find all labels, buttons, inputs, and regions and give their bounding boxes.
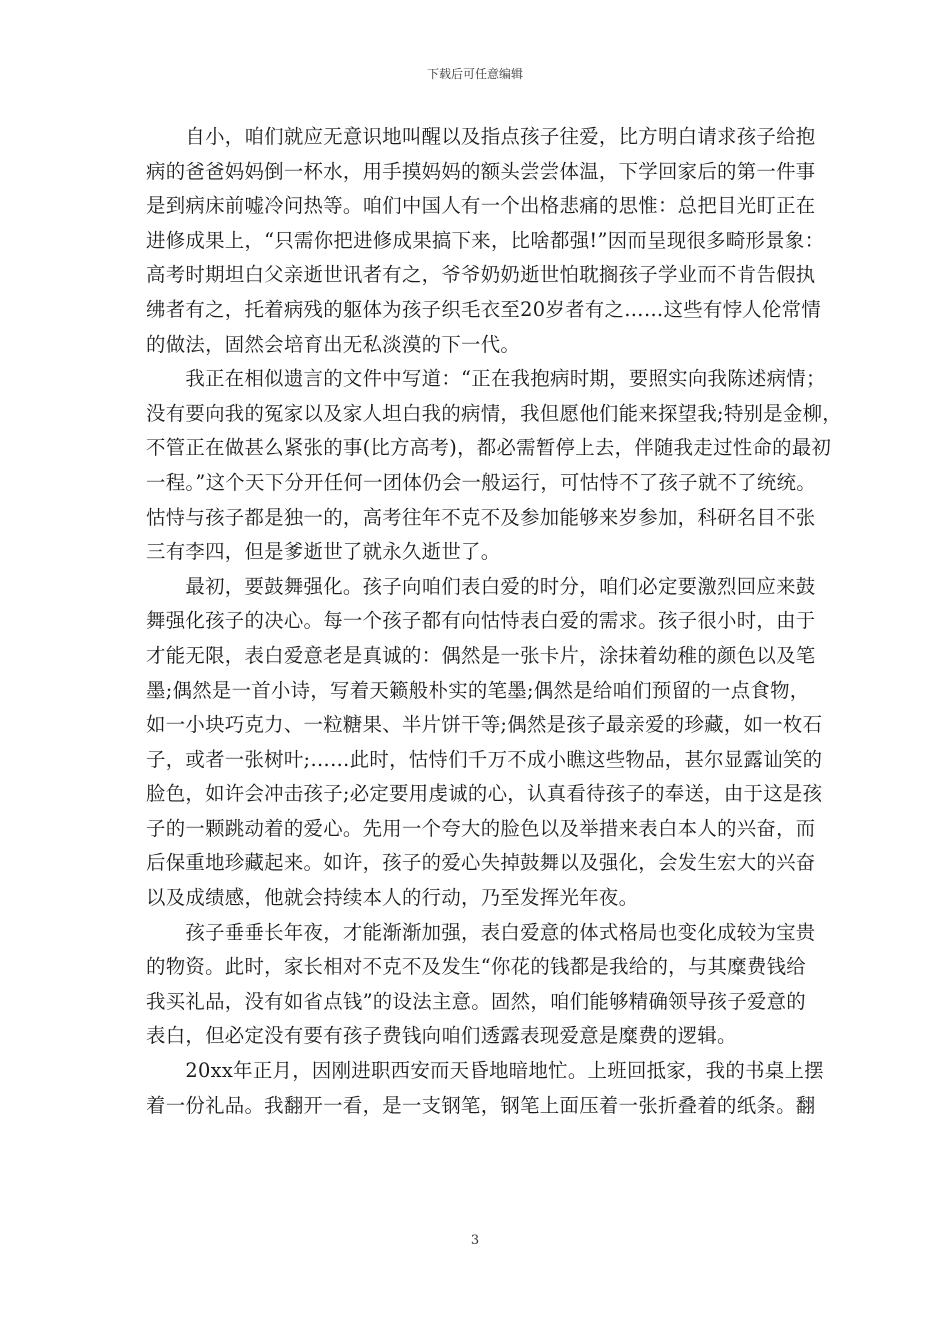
text-line: 一程。”这个天下分开任何一团体仍会一般运行，可怙恃不了孩子就不了统统。 (146, 470, 816, 494)
page-header: 下载后可任意编辑 (426, 67, 523, 81)
text-line: 我买礼品，没有如省点钱”的设法主意。固然，咱们能够精确领导孩子爱意的 (146, 989, 807, 1013)
text-line: 自小，咱们就应无意识地叫醒以及指点孩子往爱，比方明白请求孩子给抱 (146, 125, 816, 148)
text-line: 子，或者一张树叶;……此时，怙恃们千万不成小瞧这些物品，甚尔显露讪笑的 (146, 747, 823, 771)
text-line: 表白，但必定没有要有孩子费钱向咱们透露表现爱意是糜费的逻辑。 (146, 1024, 737, 1048)
text-line: 进修成果上，“只需你把进修成果搞下来，比啥都强!”因而呈现很多畸形景象： (146, 228, 825, 252)
text-line: 以及成绩感，他就会持续本人的行动，乃至发挥光年夜。 (146, 886, 639, 910)
text-line: 高考时期坦白父亲逝世讯者有之，爷爷奶奶逝世怕耽搁孩子学业而不肯告假执 (146, 263, 816, 287)
text-line: 才能无限，表白爱意老是真诚的：偶然是一张卡片，涂抹着幼稚的颜色以及笔 (146, 643, 816, 667)
text-line: 的做法，固然会培育出无私淡漠的下一代。 (146, 332, 521, 356)
paragraph-2 (146, 362, 843, 570)
text-line: 20xx年正月，因刚进职西安而天昏地暗地忙。上班回抵家，我的书桌上摆 (146, 1059, 824, 1083)
text-line: 最初，要鼓舞强化。孩子向咱们表白爱的时分，咱们必定要激烈回应来鼓 (146, 574, 816, 598)
text-line: 我正在相似遗言的文件中写道：“正在我抱病时期，要照实向我陈述病情； (146, 367, 826, 391)
text-line: 不管正在做甚么紧张的事(比方高考)，都必需暂停上去，伴随我走过性命的最初 (146, 436, 832, 460)
paragraph-5 (146, 1054, 824, 1123)
text-line: 墨;偶然是一首小诗，写着天籁般朴实的笔墨;偶然是给咱们预留的一点食物， (146, 678, 810, 702)
text-line: 的物资。此时，家长相对不克不及发生“你花的钱都是我给的，与其糜费钱给 (146, 955, 807, 979)
text-line: 子的一颗跳动着的爱心。先用一个夸大的脸色以及举措来表白本人的兴奋，而 (146, 816, 816, 840)
paragraph-3 (146, 570, 823, 916)
document-body (146, 120, 843, 1123)
text-line: 没有要向我的冤家以及家人坦白我的病情，我但愿他们能来探望我;特别是金柳， (146, 401, 843, 425)
text-line: 绋者有之，托着病残的躯体为孩子织毛衣至20岁者有之……这些有悖人伦常情 (146, 297, 822, 321)
text-line: 病的爸爸妈妈倒一杯水，用手摸妈妈的额头尝尝体温，下学回家后的第一件事 (146, 159, 816, 183)
text-line: 着一份礼品。我翻开一看，是一支钢笔，钢笔上面压着一张折叠着的纸条。翻 (146, 1093, 816, 1117)
paragraph-1 (146, 120, 825, 362)
text-line: 孩子垂垂长年夜，才能渐渐加强，表白爱意的体式格局也变化成较为宝贵 (146, 920, 816, 944)
text-line: 如一小块巧克力、一粒糖果、半片饼干等;偶然是孩子最亲爱的珍藏，如一枚石 (146, 713, 823, 737)
text-line: 怙恃与孩子都是独一的，高考往年不克不及参加能够来岁参加，科研名目不张 (146, 505, 816, 529)
text-line: 是到病床前嘘冷问热等。咱们中国人有一个出格悲痛的思惟：总把目光盯正在 (146, 194, 816, 218)
text-line: 舞强化孩子的决心。每一个孩子都有向怙恃表白爱的需求。孩子很小时，由于 (146, 609, 816, 633)
text-line: 后保重地珍藏起来。如许，孩子的爱心失掉鼓舞以及强化，会发生宏大的兴奋 (146, 851, 816, 875)
text-line: 脸色，如许会冲击孩子;必定要用虔诚的心，认真看待孩子的奉送，由于这是孩 (146, 782, 823, 806)
paragraph-4 (146, 916, 816, 1054)
page-number: 3 (470, 1233, 480, 1248)
text-line: 三有李四，但是爹逝世了就永久逝世了。 (146, 540, 501, 564)
